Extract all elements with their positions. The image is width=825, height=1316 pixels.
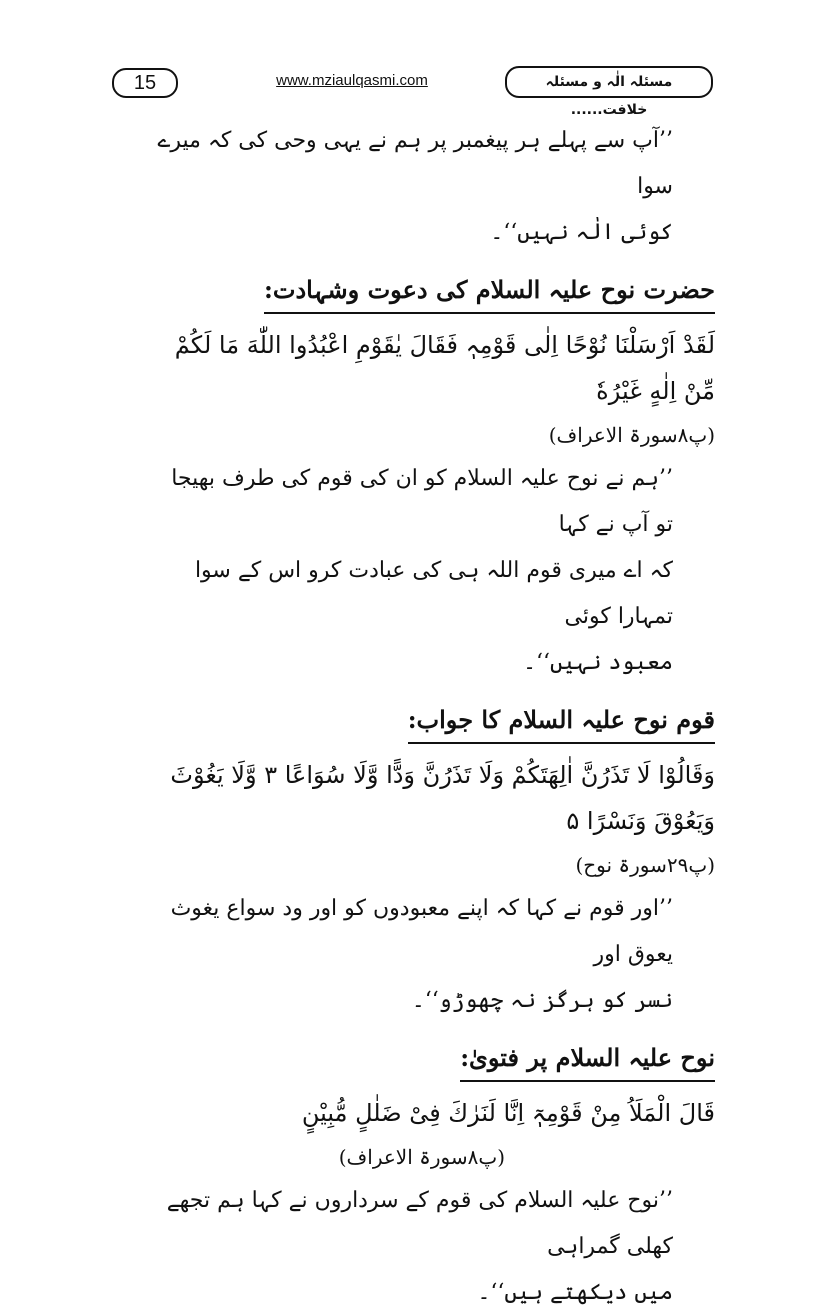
quote-line: کہ اے میری قوم اللہ ہی کی عبادت کرو اس کے سوا تمہارا کوئی — [194, 558, 673, 629]
quote-line: معبود نہیں‘‘۔ — [523, 650, 673, 675]
quote-line: ’’ہم نے نوح علیہ السلام کو ان کی قوم کی طرف بھیجا تو آپ نے کہا — [171, 466, 673, 537]
page-header — [0, 66, 825, 118]
arabic-verse: قَالَ الْمَلَاُ مِنْ قَوْمِہٖٓ اِنَّا لَنَرٰكَ فِیْ ضَلٰلٍ مُّبِیْنٍ — [301, 1099, 715, 1127]
book-title: مسئلہ الٰہ و مسئلہ خلافت...... — [505, 66, 713, 98]
verse-reference: (پ۸سورۃ الاعراف) — [548, 423, 715, 447]
page-body — [150, 118, 715, 1316]
verse-reference: (پ۲۹سورۃ نوح) — [575, 853, 715, 877]
section-intro-quote — [150, 118, 715, 256]
verse-reference: (پ۸سورۃ الاعراف) — [338, 1145, 505, 1169]
section-qawm-response — [150, 700, 715, 1024]
quote-line: ’’نوح علیہ السلام کی قوم کے سرداروں نے کہا ہم تجھے کھلی گمراہی — [166, 1188, 673, 1259]
arabic-verse: وَقَالُوْا لَا تَذَرُنَّ اٰلِهَتَكُمْ وَلَا تَذَرُنَّ وَدًّا وَّلَا سُوَاعًا ۳ وَّلَا یَغُوْثَ وَیَعُوْقَ وَنَسْرًا ۵ — [170, 761, 715, 835]
heading-text: حضرت نوح علیہ السلام کی دعوت وشہادت: — [264, 270, 715, 314]
quote-line: میں دیکھتے ہیں‘‘۔ — [477, 1280, 673, 1305]
arabic-verse: لَقَدْ اَرْسَلْنَا نُوْحًا اِلٰی قَوْمِہٖ فَقَالَ یٰقَوْمِ اعْبُدُوا اللّٰهَ مَا لَكُمْ مِّنْ اِلٰهٍ غَیْرُهٗ — [174, 331, 715, 405]
quote-line: کوئی الٰہ نہیں‘‘۔ — [490, 220, 673, 245]
website-link[interactable]: www.mziaulqasmi.com — [276, 72, 428, 89]
section-fatwa — [150, 1038, 715, 1316]
page-number: 15 — [112, 68, 178, 98]
heading-text: قوم نوح علیہ السلام کا جواب: — [408, 700, 715, 744]
quote-line: ’’آپ سے پہلے ہر پیغمبر پر ہم نے یہی وحی کی کہ میرے سوا — [157, 128, 673, 199]
section-heading — [150, 700, 715, 744]
quote-line: ’’اور قوم نے کہا کہ اپنے معبودوں کو اور ود سواع یغوث یعوق اور — [170, 896, 673, 967]
quote-line: نسر کو ہرگز نہ چھوڑو‘‘۔ — [411, 988, 673, 1013]
section-nuh-dawah — [150, 270, 715, 686]
heading-text: نوح علیہ السلام پر فتویٰ: — [460, 1038, 715, 1082]
section-heading — [150, 270, 715, 314]
section-heading — [150, 1038, 715, 1082]
